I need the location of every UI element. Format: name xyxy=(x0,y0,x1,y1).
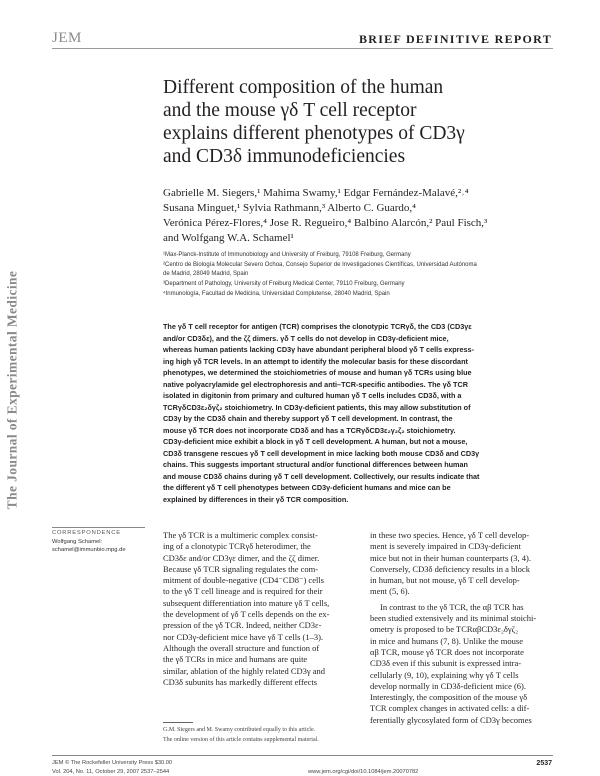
report-type-label: BRIEF DEFINITIVE REPORT xyxy=(358,32,552,46)
abstract-line: TCRγδCD3ε₂δγζ₂ stoichiometry. In CD3γ-deficient patients, this may allow substitution of xyxy=(163,402,471,412)
abstract-line: The γδ T cell receptor for antigen (TCR) comprises the clonotypic TCRγδ, the CD3 (CD3γε xyxy=(163,322,472,331)
body-line: The γδ TCR is a multimeric complex consist- xyxy=(163,530,318,540)
affiliation: de Madrid, 28049 Madrid, Spain xyxy=(163,270,249,277)
abstract-line: CD3δ transgene rescues γδ T cell development in mice lacking both mouse CD3δ and CD3γ xyxy=(163,448,480,458)
affiliation: ⁴Inmunología, Facultad de Medicina, Universidad Complutense, 28040 Madrid, Spain xyxy=(163,291,390,298)
title-line: Different composition of the human xyxy=(163,77,444,98)
body-line: CD3δ subunits has markedly different effects xyxy=(163,676,318,687)
body-line: ferentially glycosylated form of CD3γ becomes xyxy=(370,714,532,725)
body-line: in these two species. Hence, γδ T cell develop- xyxy=(370,530,530,540)
affiliation-list xyxy=(163,251,563,298)
body-line: Because γδ TCR signaling regulates the com- xyxy=(163,563,319,574)
body-line: the γδ TCRs in mice and humans are quite xyxy=(163,654,308,665)
abstract-line: phenotypes, we determined the stoichiometries of mouse and human γδ TCRs using blue xyxy=(163,368,472,377)
body-line: in human, but not mouse, γδ T cell develop- xyxy=(370,575,520,586)
body-line: CD3δε and/or CD3γε dimer, and the ζζ dimer. xyxy=(163,552,320,563)
body-line: the development of γδ T cells depends on the ex- xyxy=(163,609,330,620)
body-line: develop normally in CD3δ-deficient mice (6). xyxy=(370,680,527,691)
footer-doi-link[interactable]: www.jem.org/cgi/doi/10.1084/jem.20070782 xyxy=(308,769,419,775)
correspondence-label: CORRESPONDENCE xyxy=(52,530,121,536)
author-line: and Wolfgang W.A. Schamel¹ xyxy=(163,232,294,244)
correspondence-name: Wolfgang Schamel: xyxy=(52,539,103,545)
body-line: TCR complex changes in activated cells: a dif- xyxy=(370,703,530,714)
abstract-line: chains. This suggests important structural and/or functional differences between human xyxy=(163,460,468,469)
body-line: αβ TCR, mouse γδ TCR does not incorporate xyxy=(370,646,524,657)
abstract-line: and/or CD3δε), and the ζζ dimers. γδ T cells do not develop in CD3γ-deficient mice, xyxy=(163,333,449,343)
body-line: to the γδ T cell lineage and is required for their xyxy=(163,586,323,597)
footer-divider xyxy=(52,755,553,756)
journal-name-text: The Journal of Experimental Medicine xyxy=(4,270,20,510)
footnote-supplemental: The online version of this article contains supplemental material. xyxy=(163,737,319,743)
body-line: nor CD3γ-deficient mice have γδ T cells (1–3). xyxy=(163,631,324,642)
footnote-equal-contribution: G.M. Siegers and M. Swamy contributed equally to this article. xyxy=(163,727,316,733)
body-line: Interestingly, the composition of the mouse γδ xyxy=(370,692,528,703)
article-title xyxy=(163,76,503,168)
abstract-line: isolated in digitonin from primary and cultured human γδ T cells includes CD3δ, with a xyxy=(163,391,462,400)
body-line: In contrast to the γδ TCR, the αβ TCR has xyxy=(380,601,524,612)
body-line: Although the overall structure and function of xyxy=(163,642,320,653)
body-line: Conversely, CD3δ deficiency results in a block xyxy=(370,563,530,574)
body-line: pression of the γδ TCR. Indeed, neither CD3ε- xyxy=(163,620,322,631)
footer-volume: Vol. 204, No. 11, October 29, 2007 2537–2544 xyxy=(52,769,170,775)
abstract-line: explained by differences in their γδ TCR composition. xyxy=(163,494,349,504)
author-line: Verónica Pérez-Flores,⁴ Jose R. Regueiro,⁴ Balbino Alarcón,² Paul Fisch,³ xyxy=(163,217,488,229)
footer-publisher: JEM © The Rockefeller University Press $30.00 xyxy=(52,760,173,766)
header-divider xyxy=(52,48,553,49)
abstract-line: and mouse CD3δ chains during γδ T cell development. Collectively, our results indicate that xyxy=(163,471,480,481)
body-line: CD3δ even if this subunit is expressed intra- xyxy=(370,658,522,669)
body-line: ing of a clonotypic TCRγδ heterodimer, the xyxy=(163,541,311,552)
body-line: subsequent differentiation into mature γδ T cells, xyxy=(163,597,330,608)
body-line: been studied extensively and its minimal stoichi- xyxy=(370,613,537,624)
abstract-line: ing high γδ TCR levels. In an attempt to identify the molecular basis for these discordant xyxy=(163,356,468,366)
body-line: mice but not in their human counterparts (3, 4). xyxy=(370,552,531,563)
body-line: in mice and humans (7, 8). Unlike the mouse xyxy=(370,635,523,646)
footnote-divider xyxy=(163,722,193,723)
abstract-line: native polyacrylamide gel electrophoresis and anti–TCR-specific antibodies. The γδ TCR xyxy=(163,379,468,389)
journal-logo: JEM xyxy=(52,30,82,46)
affiliation: ¹Max-Planck-Institute of Immunobiology and University of Freiburg, 79108 Freiburg, Germany xyxy=(163,252,411,258)
abstract-line: CD3γ by the CD3δ chain and thereby support γδ T cell development. In contrast, the xyxy=(163,414,453,423)
body-line: ment is severely impaired in CD3γ-deficient xyxy=(370,541,521,552)
title-line: explains different phenotypes of CD3γ xyxy=(163,123,465,144)
abstract xyxy=(163,321,548,505)
correspondence-email[interactable]: schamel@immunbio.mpg.de xyxy=(52,547,126,553)
author-line: Gabrielle M. Siegers,¹ Mahima Swamy,¹ Edgar Fernández-Malavé,²˒⁴ xyxy=(163,187,469,199)
body-column-right xyxy=(370,530,556,726)
author-list xyxy=(163,186,583,246)
body-line: similar, ablation of the highly related CD3γ and xyxy=(163,665,326,676)
title-line: and CD3δ immunodeficiencies xyxy=(163,146,406,167)
body-line: ometry is proposed to be TCRαβCD3ε₂δγζ₂ xyxy=(370,624,519,635)
affiliation: ³Department of Pathology, University of Freiburg Medical Center, 79110 Freiburg, Germany xyxy=(163,280,405,287)
author-line: Susana Minguet,¹ Sylvia Rathmann,³ Alberto C. Guardo,⁴ xyxy=(163,202,417,214)
body-line: cellularly (9, 10), explaining why γδ T cells xyxy=(370,669,519,680)
page-number: 2537 xyxy=(536,760,552,767)
journal-name-vertical xyxy=(0,260,24,520)
abstract-line: mouse γδ TCR does not incorporate CD3δ and has a TCRγδCD3ε₂γ₂ζ₂ stoichiometry. xyxy=(163,425,456,435)
abstract-line: whereas human patients lacking CD3γ have abundant peripheral blood γδ T cells express- xyxy=(163,345,475,354)
correspondence-divider xyxy=(52,527,145,528)
body-line: ment (5, 6). xyxy=(370,586,410,597)
affiliation: ²Centro de Biología Molecular Severo Ochoa, Consejo Superior de Investigaciones Científicas, Universidad Autónoma xyxy=(163,262,477,269)
title-line: and the mouse γδ T cell receptor xyxy=(163,100,417,121)
abstract-line: CD3γ-deficient mice exhibit a block in γδ T cell development. A human, but not a mouse, xyxy=(163,437,468,446)
body-column-left xyxy=(163,530,349,688)
abstract-line: the different γδ T cell phenotypes between CD3γ-deficient humans and mice can be xyxy=(163,483,451,492)
body-line: mitment of double-negative (CD4⁻CD8⁻) cells xyxy=(163,575,324,586)
